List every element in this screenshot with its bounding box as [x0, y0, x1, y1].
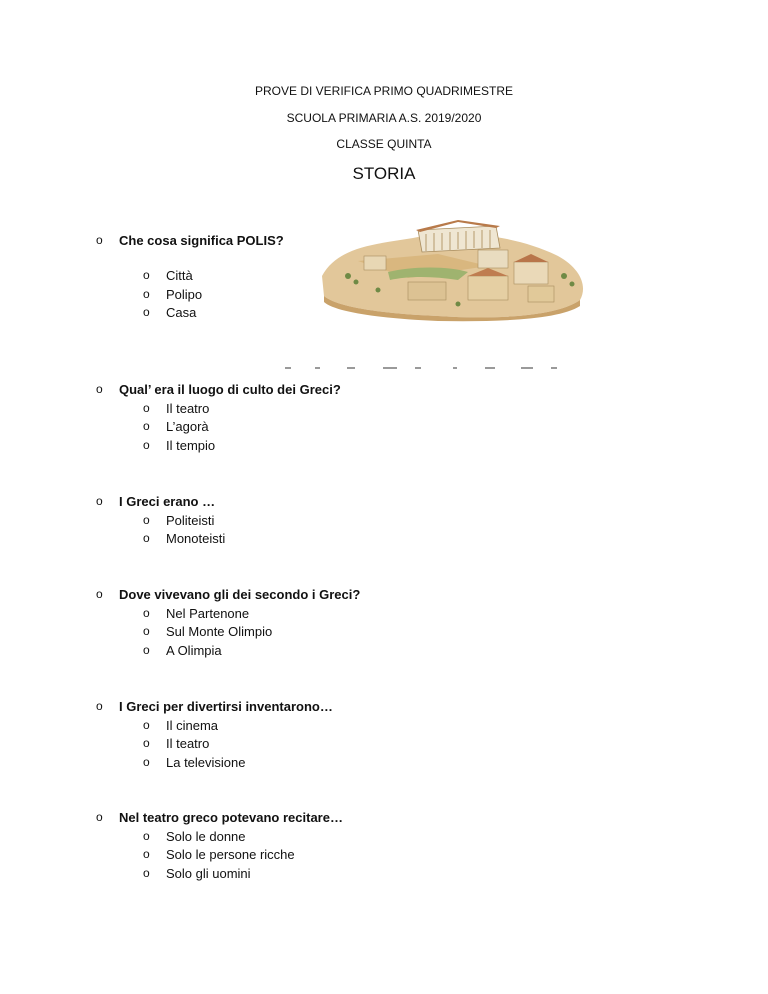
option-text: Città	[166, 268, 193, 283]
option-text: L’agorà	[166, 419, 209, 435]
option-text: Solo le donne	[166, 828, 246, 844]
option-bullet: o	[143, 419, 150, 434]
acropolis-illustration	[318, 216, 590, 322]
option-bullet: o	[143, 847, 150, 862]
option-text: La televisione	[166, 755, 246, 771]
option-bullet: o	[143, 268, 150, 282]
option-bullet: o	[143, 512, 150, 527]
option-text: A Olimpia	[166, 643, 222, 659]
option-text: Casa	[166, 305, 197, 321]
option-bullet: o	[143, 305, 150, 320]
option-bullet: o	[143, 531, 150, 546]
question-bullet: o	[96, 233, 103, 247]
header-line-3: CLASSE QUINTA	[336, 137, 432, 151]
question-text: Che cosa significa POLIS?	[119, 233, 284, 248]
question-text: Nel teatro greco potevano recitare…	[119, 810, 343, 825]
option-bullet: o	[143, 605, 150, 620]
question-bullet: o	[96, 587, 103, 601]
option-text: Polipo	[166, 286, 203, 302]
question-text: I Greci erano …	[119, 494, 216, 509]
subject-title: STORIA	[352, 164, 416, 183]
option-text: Monoteisti	[166, 531, 226, 547]
option-text: Solo gli uomini	[166, 866, 251, 882]
option-bullet: o	[143, 438, 150, 453]
option-text: Nel Partenone	[166, 605, 250, 621]
option-bullet: o	[143, 736, 150, 751]
option-text: Il teatro	[166, 736, 210, 752]
option-text: Politeisti	[166, 512, 215, 528]
option-text: Solo le persone ricche	[166, 847, 295, 863]
option-text: Sul Monte Olimpio	[166, 624, 273, 640]
option-bullet: o	[143, 866, 150, 881]
faded-caption-strip	[285, 367, 560, 370]
option-text: Il cinema	[166, 717, 219, 733]
option-bullet: o	[143, 624, 150, 639]
question-bullet: o	[96, 382, 103, 396]
option-bullet: o	[143, 717, 150, 732]
question-text: Dove vivevano gli dei secondo i Greci?	[119, 587, 361, 602]
question-bullet: o	[96, 699, 103, 713]
header-line-2: SCUOLA PRIMARIA A.S. 2019/2020	[286, 111, 482, 125]
option-bullet: o	[143, 400, 150, 415]
header-line-1: PROVE DI VERIFICA PRIMO QUADRIMESTRE	[254, 84, 514, 98]
option-text: Il teatro	[166, 400, 210, 416]
question-bullet: o	[96, 494, 103, 508]
question-text: I Greci per divertirsi inventarono…	[119, 699, 333, 714]
option-bullet: o	[143, 755, 150, 770]
option-bullet: o	[143, 643, 150, 658]
option-text: Il tempio	[166, 438, 216, 454]
question-bullet: o	[96, 810, 103, 824]
option-bullet: o	[143, 286, 150, 301]
question-text: Qual’ era il luogo di culto dei Greci?	[119, 382, 341, 397]
option-bullet: o	[143, 828, 150, 843]
